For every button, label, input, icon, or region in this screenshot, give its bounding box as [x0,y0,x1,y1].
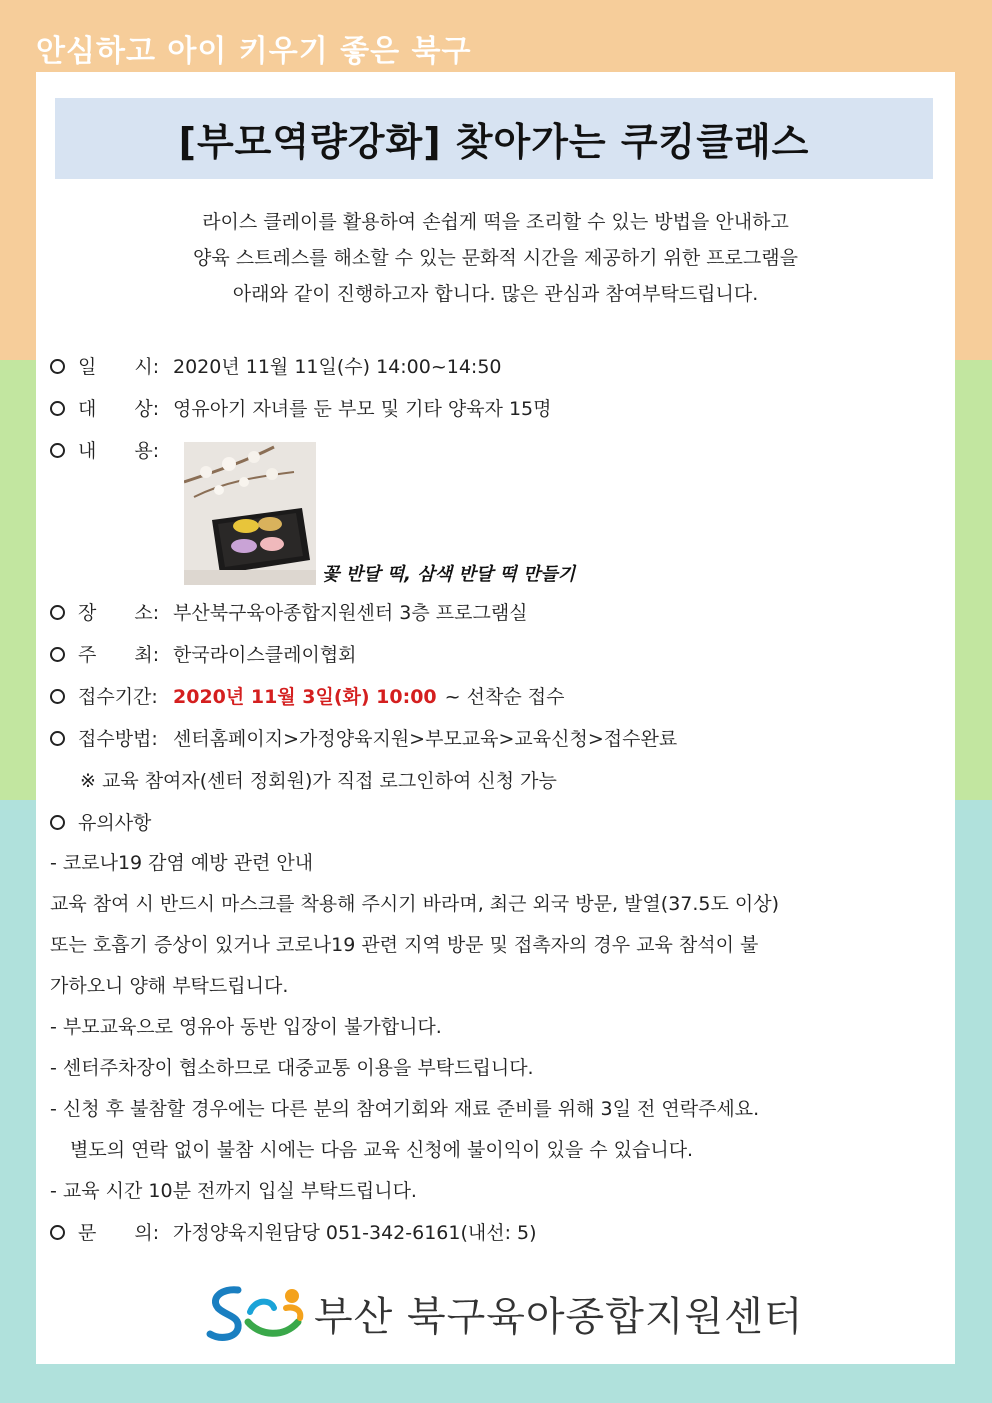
detail-host [50,640,357,667]
content-caption: 꽃 반달 떡, 삼색 반달 떡 만들기 [322,564,576,585]
method-note: ※ 교육 참여자(센터 정회원)가 직접 로그인하여 신청 가능 [80,770,557,792]
notice-item: - 센터주차장이 협소하므로 대중교통 이용을 부탁드립니다. [50,1057,534,1079]
covid-heading: - 코로나19 감염 예방 관련 안내 [50,852,314,874]
detail-place [50,598,528,625]
detail-notice [50,808,151,835]
detail-date [50,352,502,379]
intro-line: 양육 스트레스를 해소할 수 있는 문화적 시간을 제공하기 위한 프로그램을 [193,247,798,269]
intro-paragraph [36,204,955,312]
notice-item: 별도의 연락 없이 불참 시에는 다음 교육 신청에 불이익이 있을 수 있습니다. [70,1139,694,1161]
detail-value: 가정양육지원담당 051-342-6161(내선: 5) [173,1222,537,1244]
detail-label: 유의사항 [78,812,152,834]
detail-value: 한국라이스클레이협회 [173,644,357,666]
circle-bullet-icon [50,401,65,416]
org-name: 부산 북구육아종합지원센터 [314,1293,804,1340]
title-banner [55,98,933,179]
covid-line: 가하오니 양해 부탁드립니다. [50,975,289,997]
detail-value: 센터홈페이지>가정양육지원>부모교육>교육신청>접수완료 [173,728,678,750]
detail-value: 영유아기 자녀를 둔 부모 및 기타 양육자 15명 [173,398,552,420]
detail-label: 주 최: [78,644,160,666]
notice-item: - 신청 후 불참할 경우에는 다른 분의 참여기회와 재료 준비를 위해 3일 전 연락주세요. [50,1098,760,1120]
circle-bullet-icon [50,443,65,458]
detail-value: ~ 선착순 접수 [444,686,565,708]
circle-bullet-icon [50,1225,65,1240]
detail-period [50,682,564,709]
detail-method [50,724,677,751]
covid-line: 교육 참여 시 반드시 마스크를 착용해 주시기 바라며, 최근 외국 방문, 발열(37.5도 이상) [50,893,780,915]
detail-label: 내 용: [78,440,160,462]
circle-bullet-icon [50,731,65,746]
detail-content [50,436,173,463]
detail-label: 대 상: [78,398,160,420]
header-slogan: 안심하고 아이 키우기 좋은 북구 [36,34,472,69]
rice-cake-photo [184,442,316,585]
page-title: [부모역량강화] 찾아가는 쿠킹클래스 [178,120,810,164]
circle-bullet-icon [50,359,65,374]
org-logo-icon [204,1282,308,1344]
detail-label: 접수방법: [78,728,158,750]
detail-label: 문 의: [78,1222,160,1244]
detail-value: 2020년 11월 11일(수) 14:00~14:50 [173,356,502,378]
detail-label: 일 시: [78,356,160,378]
circle-bullet-icon [50,647,65,662]
detail-label: 장 소: [78,602,160,624]
circle-bullet-icon [50,815,65,830]
notice-item: - 교육 시간 10분 전까지 입실 부탁드립니다. [50,1180,417,1202]
intro-line: 라이스 클레이를 활용하여 손쉽게 떡을 조리할 수 있는 방법을 안내하고 [202,211,789,233]
rice-cake-image-icon [184,442,316,585]
detail-value: 부산북구육아종합지원센터 3층 프로그램실 [173,602,528,624]
detail-contact [50,1218,537,1245]
covid-line: 또는 호흡기 증상이 있거나 코로나19 관련 지역 방문 및 접촉자의 경우 교육 참석이 불 [50,934,759,956]
circle-bullet-icon [50,689,65,704]
detail-target [50,394,551,421]
org-logo [204,1282,803,1344]
period-highlight: 2020년 11월 3일(화) 10:00 [173,686,437,708]
detail-label: 접수기간: [78,686,158,708]
notice-item: - 부모교육으로 영유아 동반 입장이 불가합니다. [50,1016,442,1038]
flyer-sheet [36,72,955,1364]
intro-line: 아래와 같이 진행하고자 합니다. 많은 관심과 참여부탁드립니다. [232,283,759,305]
circle-bullet-icon [50,605,65,620]
